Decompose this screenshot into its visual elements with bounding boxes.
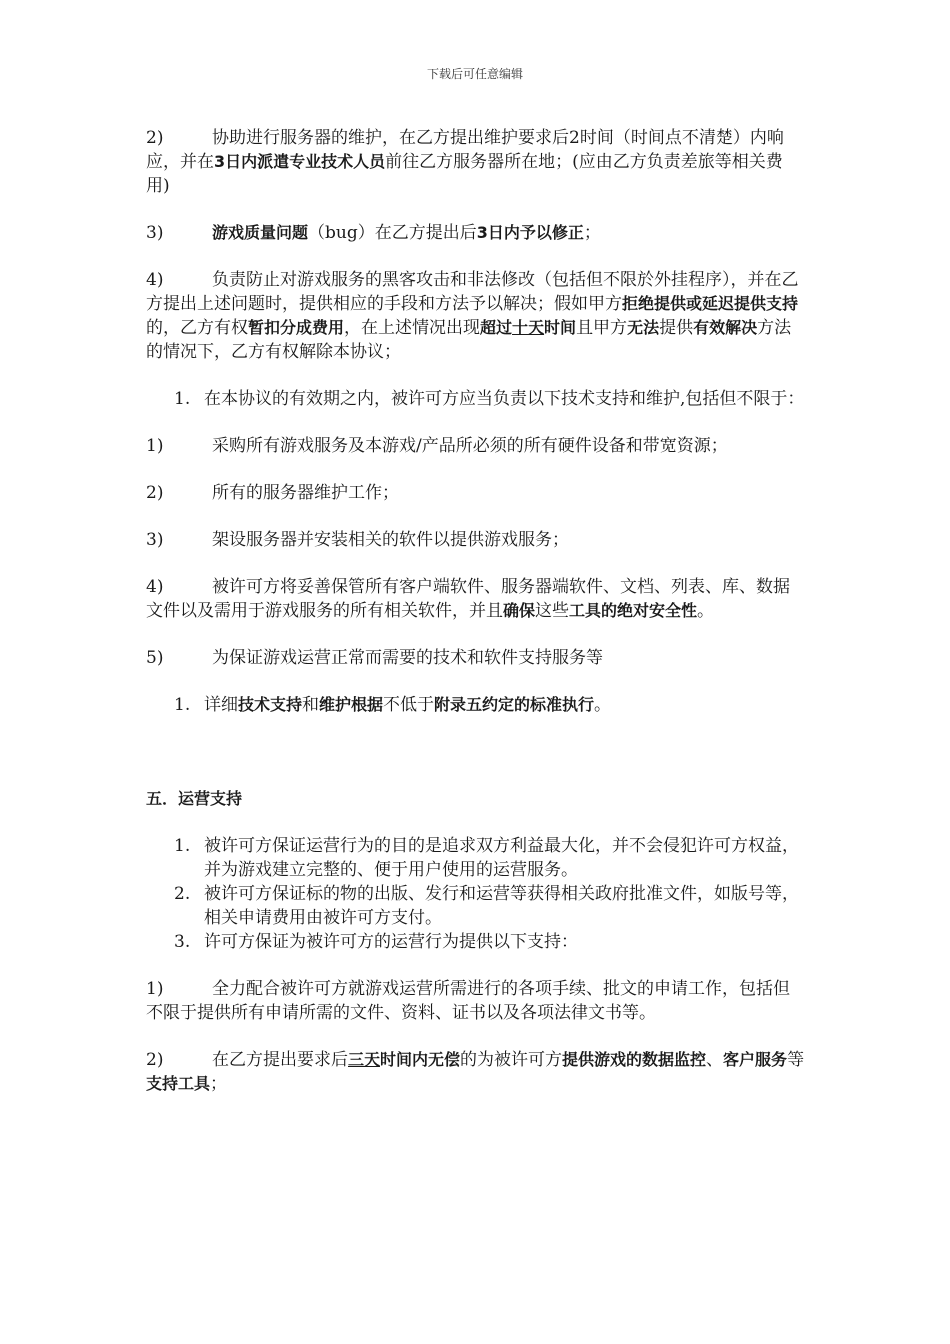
clause-j4: 4) 被许可方将妥善保管所有客户端软件、服务器端软件、文档、列表、库、数据文件以及需用于游戏服务的所有相关软件，并且确保这些工具的绝对安全性。 xyxy=(146,577,790,621)
page-header: 下载后可任意编辑 xyxy=(426,67,523,81)
list-item: 2. 被许可方保证标的物的出版、发行和运营等获得相关政府批准文件，如版号等，相关申请费用由被许可方支付。 xyxy=(174,884,799,928)
item-number: 3) xyxy=(146,223,164,243)
section-title: 五．运营支持 xyxy=(146,789,243,808)
clause-j3: 3) 架设服务器并安装相关的软件以提供游戏服务； xyxy=(146,530,569,550)
document-body xyxy=(146,126,806,1096)
list-number: 1. xyxy=(174,389,191,409)
clause-4-2: 2) 协助进行服务器的维护，在乙方提出维护要求后2时间（时间点不清楚）内响应，并在3日内派遣专业技术人员前往乙方服务器所在地；(应由乙方负责差旅等相关费用) xyxy=(146,128,784,196)
clause-j1: 1) 采购所有游戏服务及本游戏/产品所必须的所有硬件设备和带宽资源； xyxy=(146,436,728,456)
clause-k2: 2) 在乙方提出要求后三天时间内无偿的为被许可方提供游戏的数据监控、客户服务等支持工具； xyxy=(146,1050,805,1094)
clause-4-3: 3) 游戏质量问题（bug）在乙方提出后3日内予以修正； xyxy=(146,223,601,243)
list-item: 1. 被许可方保证运营行为的目的是追求双方利益最大化，并不会侵犯许可方权益，并为游戏建立完整的、便于用户使用的运营服务。 xyxy=(174,836,799,880)
item-number: 5) xyxy=(146,648,164,668)
list-number: 1. xyxy=(174,836,191,856)
list-item: 3. 许可方保证为被许可方的运营行为提供以下支持： xyxy=(174,932,578,952)
list-number: 3. xyxy=(174,932,191,952)
list-number: 1. xyxy=(174,695,191,715)
item-number: 2) xyxy=(146,1050,164,1070)
clause-4-4: 4) 负责防止对游戏服务的黑客攻击和非法修改（包括但不限於外挂程序），并在乙方提出上述问题时，提供相应的手段和方法予以解决；假如甲方拒绝提供或延迟提供支持的，乙方有权暂扣分成费用，在上述情况出现超过十天时间且甲方无法提供有效解决方法的情况下，乙方有权解除本协议； xyxy=(146,270,799,362)
list-item: 1. 在本协议的有效期之内，被许可方应当负责以下技术支持和维护,包括但不限于： xyxy=(174,389,805,409)
item-number: 1) xyxy=(146,979,164,999)
item-number: 4) xyxy=(146,270,164,290)
item-number: 2) xyxy=(146,128,164,148)
item-number: 4) xyxy=(146,577,164,597)
list-number: 2. xyxy=(174,884,191,904)
clause-j5: 5) 为保证游戏运营正常而需要的技术和软件支持服务等 xyxy=(146,648,603,668)
clause-j2: 2) 所有的服务器维护工作； xyxy=(146,483,399,503)
item-number: 3) xyxy=(146,530,164,550)
list-item: 1. 详细技术支持和维护根据不低于附录五约定的标准执行。 xyxy=(174,695,612,715)
item-number: 2) xyxy=(146,483,164,503)
clause-k1: 1) 全力配合被许可方就游戏运营所需进行的各项手续、批文的申请工作，包括但不限于提供所有申请所需的文件、资料、证书以及各项法律文书等。 xyxy=(146,979,790,1023)
item-number: 1) xyxy=(146,436,164,456)
